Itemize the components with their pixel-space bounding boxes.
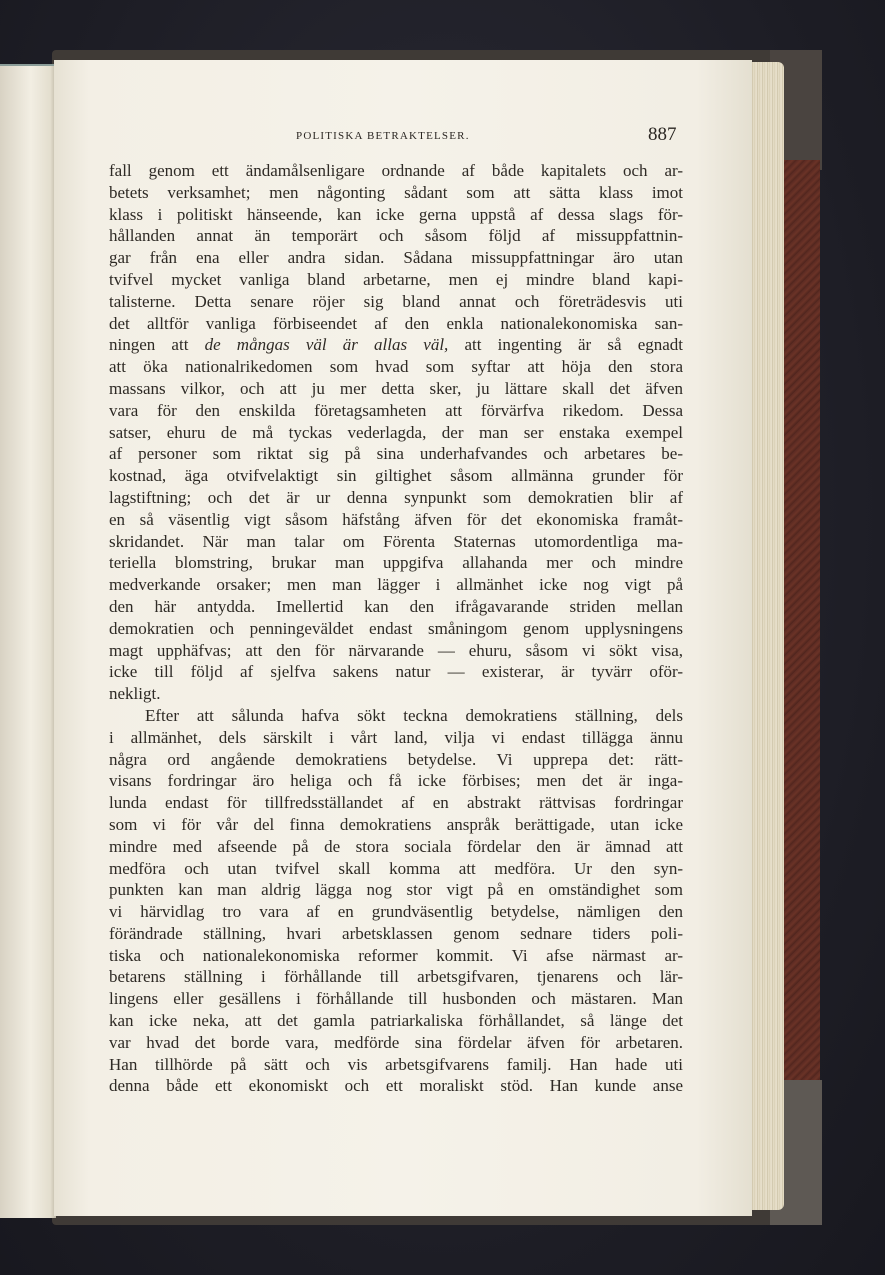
text-line: medföra och utan tvifvel skall komma att medföra. Ur den syn- [109,858,683,878]
text-line: talisterne. Detta senare röjer sig bland annat och företrädesvis uti [109,291,683,311]
text-line: satser, ehuru de må tyckas vederlagda, der man ser enstaka exempel [109,422,683,442]
text-line: mindre med afseende på de stora sociala fördelar den är ämnad att [109,836,683,856]
text-line: vara för den enskilda företagsamheten att förvärfva rikedom. Dessa [109,400,683,420]
text-line: medverkande orsaker; men man lägger i allmänhet icke nog vigt på [109,575,683,595]
text-line: det alltför vanliga förbiseendet af den enkla nationalekonomiska san- [109,313,683,333]
text-line: lingens eller gesällens i förhållande till husbonden och mästaren. Man [109,989,683,1009]
text-line: betarens ställning i förhållande till arbetsgifvaren, tjenarens och lär- [109,967,683,987]
text-line: att öka nationalrikedomen som hvad som syftar att höja den stora [109,357,683,377]
text-line: teriella blomstring, brukar man uppgifva allahanda mer och mindre [109,553,683,573]
body-text [109,160,683,1097]
text-line: Han tillhörde på sätt och vis arbetsgifvarens familj. Han hade uti [109,1054,683,1074]
text-line-with-italic: ningen att de mångas väl är allas väl, att ingenting är så egnadt [109,335,684,355]
text-line: gar från ena eller andra sidan. Sådana missuppfattningar äro utan [109,248,683,268]
text-line: förändrade ställning, hvari arbetsklassen genom sednare tiders poli- [109,923,683,943]
text-line: i allmänhet, dels särskilt i vårt land, vilja vi endast tillägga ännu [109,727,683,747]
text-line: vi härvidlag tro vara af en grundväsentlig betydelse, nämligen den [109,902,683,922]
text-line: tiska och nationalekonomiska reformer kommit. Vi afse närmast ar- [109,945,683,965]
text-line: som vi för vår del finna demokratiens anspråk berättigade, utan icke [109,814,683,834]
text-line: fall genom ett ändamålsenligare ordnande af både kapitalets och ar- [109,161,683,180]
text-line: tvifvel mycket vanliga bland arbetarne, men ej mindre bland kapi- [109,269,683,289]
text-line: kan icke neka, att det gamla patriarkaliska förhållandet, så länge det [109,1011,683,1031]
text-line: lagstiftning; och det är ur denna synpunkt som demokratien blir af [109,487,683,507]
text-line: hållanden annat än temporärt och såsom följd af missuppfattnin- [109,226,683,246]
text-line: punkten kan man aldrig lägga nog stor vigt på en omständighet som [109,880,683,900]
text-line: några ord angående demokratiens betydelse. Vi upprepa det: rätt- [109,749,683,769]
text-line: klass i politiskt hänseende, kan icke gerna uppstå af dessa slags för- [109,204,683,224]
italic-phrase: de mångas väl är allas väl, [204,335,449,355]
text-line: magt upphäfvas; att den för närvarande — ehuru, såsom vi sökt visa, [109,640,683,660]
page-number: 887 [648,124,677,145]
text-line: demokratien och penningeväldet endast småningom genom upplysningens [109,618,683,638]
text-line: massans vilkor, och att ju mer detta sker, ju lättare skall det äfven [109,378,683,398]
paragraph-start-line: Efter att sålunda hafva sökt teckna demokratiens ställning, dels [145,705,683,725]
text-line: visans fordringar äro heliga och få icke förbises; men det är inga- [109,771,683,791]
text-line: betets verksamhet; men någonting sådant som att sätta klass imot [109,182,683,202]
text-line: icke till följd af sjelfva sakens natur — existerar, är tyvärr oför- [109,662,683,682]
text-line: en så väsentlig vigt såsom häfstång äfven för det ekonomiska framåt- [109,509,683,529]
text-line: denna både ett ekonomiskt och ett moraliskt stöd. Han kunde anse [109,1076,683,1096]
left-page-edge [0,64,56,1218]
text-line: skridandet. När man talar om Förenta Staternas utomordentliga ma- [109,531,683,551]
cover-spine [780,160,820,1090]
paragraph-end-line: nekligt. [109,684,161,704]
running-head: POLITISKA BETRAKTELSER. [296,130,470,142]
text-line: af personer som riktat sig på sina underhafvandes och arbetares be- [109,444,683,464]
page-edges [748,62,784,1210]
text-line: lunda endast för tillfredsställandet af en abstrakt rättvisas fordringar [109,793,683,813]
text-line: var hvad det borde vara, medförde sina fördelar äfven för arbetaren. [109,1032,683,1052]
text-line: kostnad, äga otvifvelaktigt sin giltighet såsom allmänna grunder för [109,466,683,486]
text-line: den här antydda. Imellertid kan den ifrågavarande striden mellan [109,596,683,616]
